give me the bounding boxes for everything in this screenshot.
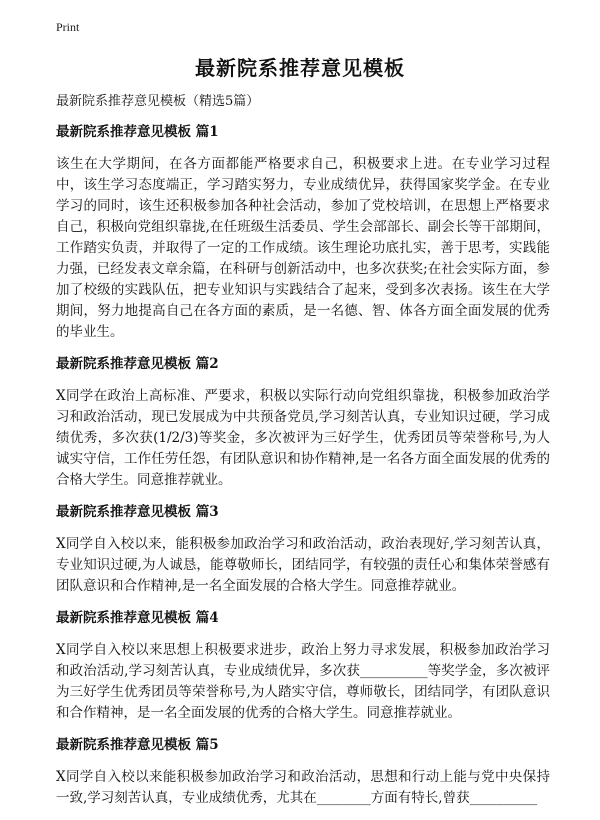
section-heading: 最新院系推荐意见模板 篇1 bbox=[56, 124, 219, 140]
section-3 bbox=[56, 502, 550, 597]
section-heading: 最新院系推荐意见模板 篇2 bbox=[56, 356, 219, 372]
document-title: 最新院系推荐意见模板 bbox=[195, 56, 405, 80]
section-heading: 最新院系推荐意见模板 篇5 bbox=[56, 737, 219, 753]
document-content bbox=[56, 122, 550, 820]
section-body: X同学自入校以来思想上积极要求进步，政治上努力寻求发展，积极参加政治学习和政治活动,学习刻苦认真，专业成绩优异，多次获__________等奖学金，多次被评为三好学生优秀团员等荣誉称号,为人踏实守信，尊师敬长，团结同学，有团队意识和合作精神，是一名全面发展的优秀的合格大学生。同意推荐就业。 bbox=[56, 642, 550, 721]
section-1 bbox=[56, 122, 550, 343]
section-body: X同学自入校以来能积极参加政治学习和政治活动，思想和行动上能与党中央保持一致,学习刻苦认真，专业成绩优秀，尤其在________方面有特长,曾获__________ bbox=[56, 769, 550, 806]
section-body: 该生在大学期间，在各方面都能严格要求自己，积极要求上进。在专业学习过程中，该生学习态度端正，学习踏实努力，专业成绩优异，获得国家奖学金。在专业学习的同时，该生还积极参加各种社会活动，参加了党校培训，在思想上严格要求自己，积极向党组织靠拢,在任班级生活委员、学生会部部长、副会长等干部期间，工作踏实负责，并取得了一定的工作成绩。该生理论功底扎实，善于思考，实践能力强，已经发表文章余篇，在科研与创新活动中，也多次获奖;在社会实际方面，参加了校级的实践队伍，把专业知识与实践结合了起来，受到多次表扬。该生在大学期间，努力地提高自己在各方面的素质，是一名德、智、体各方面全面发展的优秀的毕业生。 bbox=[56, 156, 550, 340]
section-body: X同学在政治上高标准、严要求，积极以实际行动向党组织靠拢，积极参加政治学习和政治活动，现已发展成为中共预备党员,学习刻苦认真，专业知识过硬，学习成绩优秀，多次获(1/2/3)等奖金，多次被评为三好学生，优秀团员等荣誉称号,为人诚实守信，工作任劳任怨，有团队意识和协作精神,是一名各方面全面发展的优秀的合格大学生。同意推荐就业。 bbox=[56, 388, 550, 488]
print-link[interactable]: Print bbox=[56, 20, 80, 34]
section-5 bbox=[56, 735, 550, 809]
section-2 bbox=[56, 354, 550, 491]
document-subtitle: 最新院系推荐意见模板（精选5篇） bbox=[56, 94, 260, 109]
section-body: X同学自入校以来，能积极参加政治学习和政治活动，政治表现好,学习刻苦认真，专业知识过硬,为人诚恳，能尊敬师长，团结同学，有较强的责任心和集体荣誉感有团队意识和合作精神,是一名全面发展的合格大学生。同意推荐就业。 bbox=[56, 536, 550, 594]
section-4 bbox=[56, 608, 550, 724]
section-heading: 最新院系推荐意见模板 篇4 bbox=[56, 610, 219, 626]
section-heading: 最新院系推荐意见模板 篇3 bbox=[56, 504, 219, 520]
